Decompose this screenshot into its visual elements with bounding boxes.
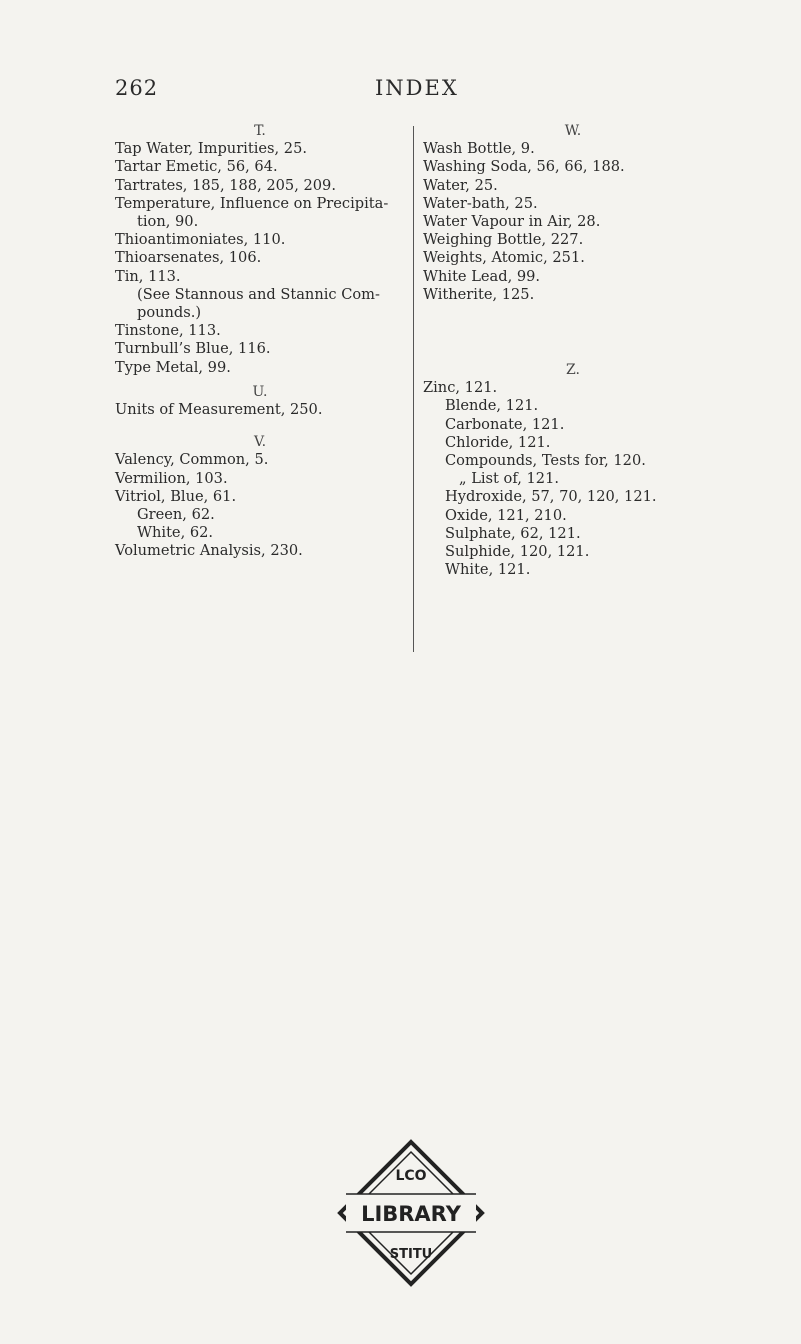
index-entry: Turnbull’s Blue, 116. [115, 340, 271, 358]
stamp-center-text: LIBRARY [361, 1202, 461, 1226]
index-entry: Water-bath, 25. [423, 194, 538, 212]
index-entry: Weighing Bottle, 227. [423, 231, 584, 249]
index-subentry: Compounds, Tests for, 120. [445, 452, 646, 470]
index-entry: Water, 25. [423, 176, 498, 194]
index-entry-continuation: tion, 90. [137, 213, 199, 231]
page-header [0, 76, 801, 106]
index-entry: Type Metal, 99. [115, 358, 231, 376]
section-letter-u: U. [252, 383, 268, 400]
index-subentry: „ List of, 121. [459, 470, 559, 488]
index-entry: Volumetric Analysis, 230. [115, 542, 303, 560]
index-cross-reference: (See Stannous and Stannic Com- [137, 285, 380, 303]
index-entry: Witherite, 125. [423, 285, 535, 303]
section-letter-w: W. [564, 123, 582, 139]
index-subentry: Carbonate, 121. [445, 415, 565, 433]
index-subentry: Blende, 121. [445, 397, 539, 415]
library-stamp [336, 1138, 486, 1288]
index-entry: Tinstone, 113. [115, 322, 221, 340]
page-number: 262 [115, 76, 159, 100]
index-column-right [423, 122, 723, 579]
index-subentry: Green, 62. [137, 506, 215, 524]
column-divider [413, 126, 414, 652]
index-entry: Thioarsenates, 106. [115, 249, 262, 267]
index-subentry: Oxide, 121, 210. [445, 506, 567, 524]
index-subentry: White, 121. [445, 561, 531, 579]
section-letter-z: Z. [566, 362, 580, 379]
index-entry: Weights, Atomic, 251. [423, 249, 585, 267]
index-entry: Tap Water, Impurities, 25. [115, 140, 307, 158]
index-entry: White Lead, 99. [423, 267, 541, 285]
index-entry: Valency, Common, 5. [115, 451, 269, 469]
index-entry: Tin, 113. [115, 267, 181, 285]
stamp-top-text: LCO [395, 1168, 427, 1184]
index-entry: Zinc, 121. [423, 379, 498, 397]
index-entry: Water Vapour in Air, 28. [423, 213, 601, 231]
index-subentry: Chloride, 121. [445, 433, 551, 451]
page-title: INDEX [375, 76, 459, 100]
index-entry: Units of Measurement, 250. [115, 401, 323, 419]
index-entry: Washing Soda, 56, 66, 188. [423, 158, 625, 176]
index-entry: Wash Bottle, 9. [423, 140, 535, 158]
index-entry: Vermilion, 103. [115, 469, 228, 487]
index-subentry: Sulphate, 62, 121. [445, 524, 581, 542]
stamp-bottom-text: STITU [389, 1247, 433, 1262]
index-column-left [115, 122, 405, 561]
index-entry: Thioantimoniates, 110. [115, 231, 286, 249]
index-entry: Temperature, Influence on Precipita- [115, 194, 389, 212]
index-entry-continuation: pounds.) [137, 304, 202, 322]
section-letter-t: T. [254, 123, 266, 139]
index-subentry: White, 62. [137, 524, 214, 542]
index-entry: Tartrates, 185, 188, 205, 209. [115, 176, 336, 194]
section-letter-v: V. [253, 434, 267, 451]
index-subentry: Sulphide, 120, 121. [445, 543, 590, 561]
index-entry: Vitriol, Blue, 61. [115, 487, 237, 505]
index-subentry: Hydroxide, 57, 70, 120, 121. [445, 488, 657, 506]
index-entry: Tartar Emetic, 56, 64. [115, 158, 278, 176]
